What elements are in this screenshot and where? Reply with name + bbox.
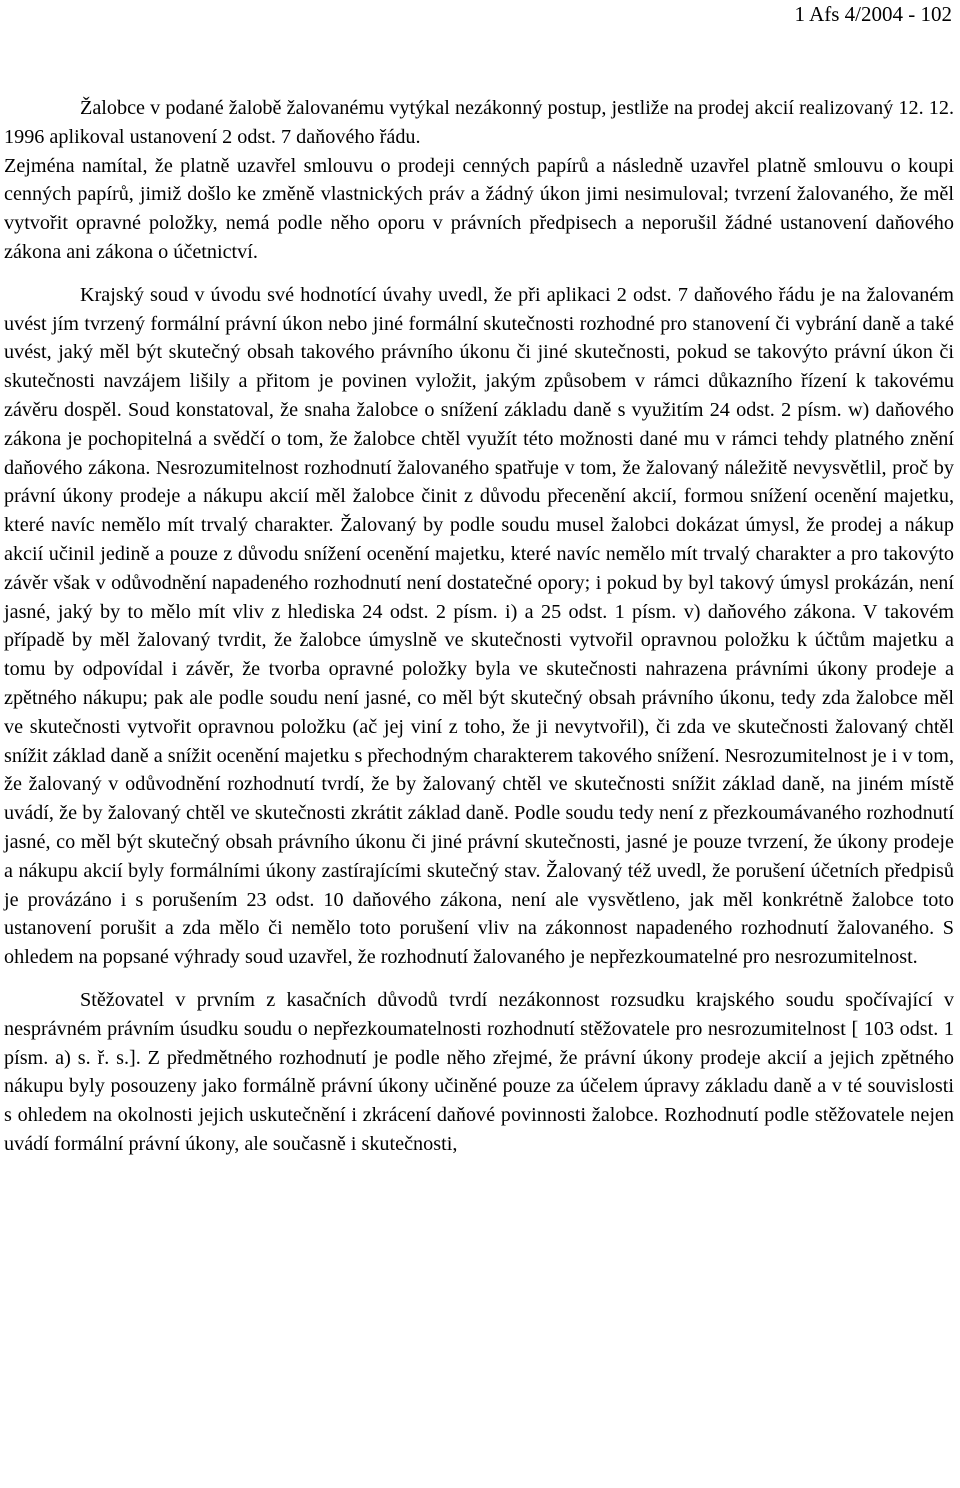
- paragraph-3: Krajský soud v úvodu své hodnotící úvahy uvedl, že při aplikaci 2 odst. 7 daňového řádu je na žalovaném uvést jím tvrzený formální právní úkon nebo jiné formální skutečnosti rozhodné pro stanovení či vybrání daně a také uvést, jaký měl být skutečný obsah takového právního úkonu či jiné skutečnosti, pokud se takovýto právní úkon či skutečnosti navzájem lišily a přitom je povinen vyložit, jakým způsobem v rámci důkazního řízení k takovému závěru dospěl. Soud konstatoval, že snaha žalobce o snížení základu daně s využitím 24 odst. 2 písm. w) daňového zákona je pochopitelná a svědčí o tom, že žalobce chtěl využít této možnosti dané mu v rámci tehdy platného znění daňového zákona. Nesrozumitelnost rozhodnutí žalovaného spatřuje v tom, že žalovaný náležitě nevysvětlil, proč by právní úkony prodeje a nákupu akcií měl žalobce činit z důvodu přecenění akcií, formou snížení ocenění majetku, které navíc nemělo mít trvalý charakter. Žalovaný by podle soudu musel žalobci dokázat úmysl, že prodej a nákup akcií učinil jedině a pouze z důvodu snížení ocenění majetku, které navíc nemělo mít trvalý charakter a pro takovýto závěr však v odůvodnění napadeného rozhodnutí není dostatečné opory; i pokud by byl takový úmysl prokázán, není jasné, jaký by to mělo mít vliv z hlediska 24 odst. 2 písm. i) a 25 odst. 1 písm. v) daňového zákona. V takovém případě by měl žalovaný tvrdit, že žalobce úmyslně ve skutečnosti vytvořil opravnou položku k účtům majetku a tomu by odpovídal i závěr, že tvorba opravné položky byla ve skutečnosti nahrazena právními úkony prodeje a zpětného nákupu; pak ale podle soudu není jasné, co měl být skutečný obsah právního úkonu, tedy zda žalobce měl ve skutečnosti vytvořit opravnou položku (ač jej viní z toho, že ji nevytvořil), či zda ve skutečnosti žalovaný chtěl snížit základ daně a snížit ocenění majetku s přechodným charakterem takového snížení. Nesrozumitelnost je i v tom, že žalovaný v odůvodnění rozhodnutí tvrdí, že by žalovaný chtěl ve skutečnosti snížit základ daně, na jiném místě uvádí, že by žalovaný chtěl ve skutečnosti zkrátit základ daně. Podle soudu tedy není z přezkoumávaného rozhodnutí jasné, co měl být skutečný obsah právního úkonu či jiné právní skutečnosti, jasné je pouze tvrzení, že úkony prodeje a nákupu akcií byly formálními úkony zastírajícími skutečný stav. Žalovaný též uvedl, že porušení účetních předpisů je provázáno i s porušením 23 odst. 10 daňového zákona, není ale vysvětleno, jak měl konkrétně žalobce toto ustanovení porušit a zda mělo či nemělo toto porušení vliv na zákonnost napadeného rozhodnutí žalovaného. S ohledem na popsané výhrady soud uzavřel, že rozhodnutí žalovaného je nepřezkoumatelné pro nesrozumitelnost.: [4, 283, 954, 969]
- paragraph-1: Žalobce v podané žalobě žalovanému vytýkal nezákonný postup, jestliže na prodej akcií realizovaný 12. 12. 1996 aplikoval ustanovení 2 odst. 7 daňového řádu.: [4, 97, 954, 148]
- paragraph-2: Zejména namítal, že platně uzavřel smlouvu o prodeji cenných papírů a následně uzavřel platně smlouvu o koupi cenných papírů, jimiž došlo ke změně vlastnických práv a žádný úkon jimi nesimuloval; tvrzení žalovaného, že měl vytvořit opravné položky, nemá podle něho oporu v právních předpisech a neporušil žádné ustanovení daňového zákona ani zákona o účetnictví.: [4, 154, 954, 263]
- document-body: [4, 94, 954, 1159]
- paragraph-4: Stěžovatel v prvním z kasačních důvodů tvrdí nezákonnost rozsudku krajského soudu spočívající v nesprávném právním úsudku soudu o nepřezkoumatelnosti rozhodnutí stěžovatele pro nesrozumitelnost [ 103 odst. 1 písm. a) s. ř. s.]. Z předmětného rozhodnutí je podle něho zřejmé, že právní úkony prodeje akcií a jejich zpětného nákupu byly posouzeny jako formálně právní úkony učiněné pouze za účelem úpravy základu daně a v té souvislosti s ohledem na okolnosti jejich uskutečnění i zkrácení daňové povinnosti žalobce. Rozhodnutí podle stěžovatele nejen uvádí formální právní úkony, ale současně i skutečnosti,: [4, 988, 954, 1155]
- case-number-header: 1 Afs 4/2004 - 102: [794, 2, 952, 26]
